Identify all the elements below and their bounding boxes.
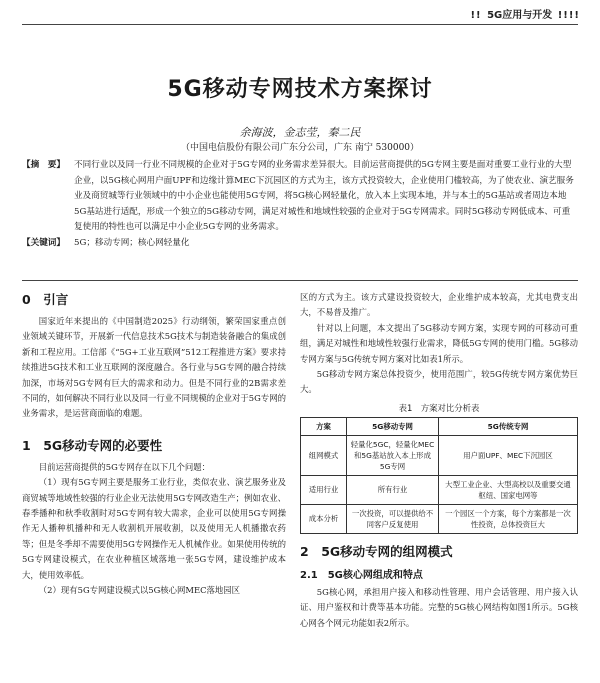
section-1-paragraph-1: 目前运营商提供的5G专网存在以下几个问题： (38, 461, 210, 472)
section-0-paragraph: 国家近年来提出的《中国制造2025》行动纲领，繁荣国家重点创业领域关键环节，开展新一代信息技术5G技术与制造装备融合的集成创新和工程应用。工信部《“5G+工业互联网”512工程推进方案》要求持续推进5G技术和工业互联网的深度融合。各行业与5G专网的融合持续加深，市场对5G专网有巨大的需求和动力。但是不同行业的2B需求差不同的，如何解决不同行业以及同一行业不同规模的企业对于5G专网的业务需求，是运营商面临的难题。 (22, 316, 286, 419)
section-0-heading: 0 引言 (22, 292, 69, 307)
keywords-text: 5G；移动专网；核心网轻量化 (74, 237, 190, 248)
article-title: 5G移动专网技术方案探讨 (167, 77, 433, 102)
abstract-row (22, 158, 578, 236)
table-cell: 一个园区一个方案，每个方案都是一次性投资，总体投资巨大 (439, 504, 578, 533)
table-cell: 适用行业 (301, 475, 347, 504)
table-row (301, 435, 578, 475)
abstract-text: 不同行业以及同一行业不同规模的企业对于5G专网的业务需求差异很大。目前运营商提供的5G专网主要是面对重要工业行业的大型企业，以5G核心网用户面UPF和边缘计算MEC下沉园区的方式为主，该方式投资较大，企业使用门槛较高，为了使农业、演艺服务业及商贸城等行业领域中的中小企业也能使用5G专网，将5G核心网轻量化，放入本上实现本地，并与本土的5G基站或者周边本地5G基站进行适配，形成一个独立的5G移动专网，满足对城性和地域性较强的企业对于5G专网需求。同时5G移动专网低成本、可重复使用的特性也可以满足中小企业5G专网的业务需求。 (74, 160, 574, 233)
keywords-label: 【关键词】 (22, 237, 65, 248)
table-cell: 成本分析 (301, 504, 347, 533)
left-column (22, 290, 286, 599)
section-1-heading: 1 5G移动专网的必要性 (22, 437, 163, 453)
section-1-paragraph-3: （2）现有5G专网建设模式以5G核心网MEC落地园区 (38, 585, 241, 596)
right-column (300, 290, 578, 631)
table-cell: 轻量化5GC，轻量化MEC和5G基站放入本上形成5G专网 (347, 435, 439, 475)
table-cell: 所有行业 (347, 475, 439, 504)
table-header-cell: 方案 (301, 417, 347, 435)
keywords-row (22, 236, 578, 252)
subsection-2-1-paragraph: 5G核心网，承担用户接入和移动性管理、用户会话管理、用户接入认证、用户鉴权和计费等基本功能。完整的5G核心网结构如图1所示。5G核心网各个网元功能如表2所示。 (300, 586, 578, 628)
table-header-cell: 5G传统专网 (439, 417, 578, 435)
header-bars-left: !! (470, 10, 482, 21)
table-row (301, 475, 578, 504)
article-authors: 余海波，金志莹，秦二民 (239, 126, 361, 139)
table-header-row (301, 417, 578, 435)
header-section-label: 5G应用与开发 (487, 10, 553, 21)
abstract-rule (22, 280, 578, 281)
right-paragraph-2: 针对以上问题，本文提出了5G移动专网方案，实现专网的可移动可重组，满足对城性和地域性较强行业需求，降低5G专网的使用门槛。5G移动专网方案与5G传统专网方案对比如表1所示。 (300, 322, 578, 364)
table-cell: 组网模式 (301, 435, 347, 475)
section-2-heading: 2 5G移动专网的组网模式 (300, 543, 453, 559)
article-affiliation: （中国电信股份有限公司广东分公司，广东 南宁 530000） (180, 143, 420, 153)
abstract-block (22, 158, 578, 252)
table-cell: 大型工业企业、大型高校以及重要交通枢纽、国家电网等 (439, 475, 578, 504)
section-1-paragraph-2: （1）现有5G专网主要是服务工业行业，类似农业、演艺服务业及商贸城等地域性较强的行业企业无法使用5G专网改造生产；例如农业、春季播种和秋季收割时对5G专网有较大需求，企业可以使用5G专网操作无人播种机播种和无人收割机开展收割，以及使用无人机播撒农药等；但是冬季却不需要使用5G专网操作无人机械作业。如果使用传统的5G专网建设模式，在农业种植区域落地一张5G专网，建设维护成本大，使用效率低。 (22, 477, 286, 580)
abstract-label: 【摘 要】 (22, 160, 65, 170)
subsection-2-1-heading: 2.1 5G核心网组成和特点 (300, 569, 423, 581)
header-rule (22, 24, 578, 25)
table-row (301, 504, 578, 533)
running-header (468, 6, 582, 21)
table-cell: 用户面UPF、MEC下沉园区 (439, 435, 578, 475)
table-header-cell: 5G移动专网 (347, 417, 439, 435)
right-paragraph-continued: 区的方式为主。该方式建设投资较大，企业维护成本较高，尤其电费支出大，不易普及推广。 (300, 292, 578, 318)
right-paragraph-3: 5G移动专网方案总体投资少，使用范围广，较5G传统专网方案优势巨大。 (300, 369, 578, 395)
table-cell: 一次投资，可以提供给不同客户反复使用 (347, 504, 439, 533)
comparison-table (300, 417, 578, 534)
header-bars-right: !!!! (557, 10, 580, 21)
table-caption: 表1 方案对比分析表 (398, 402, 480, 413)
